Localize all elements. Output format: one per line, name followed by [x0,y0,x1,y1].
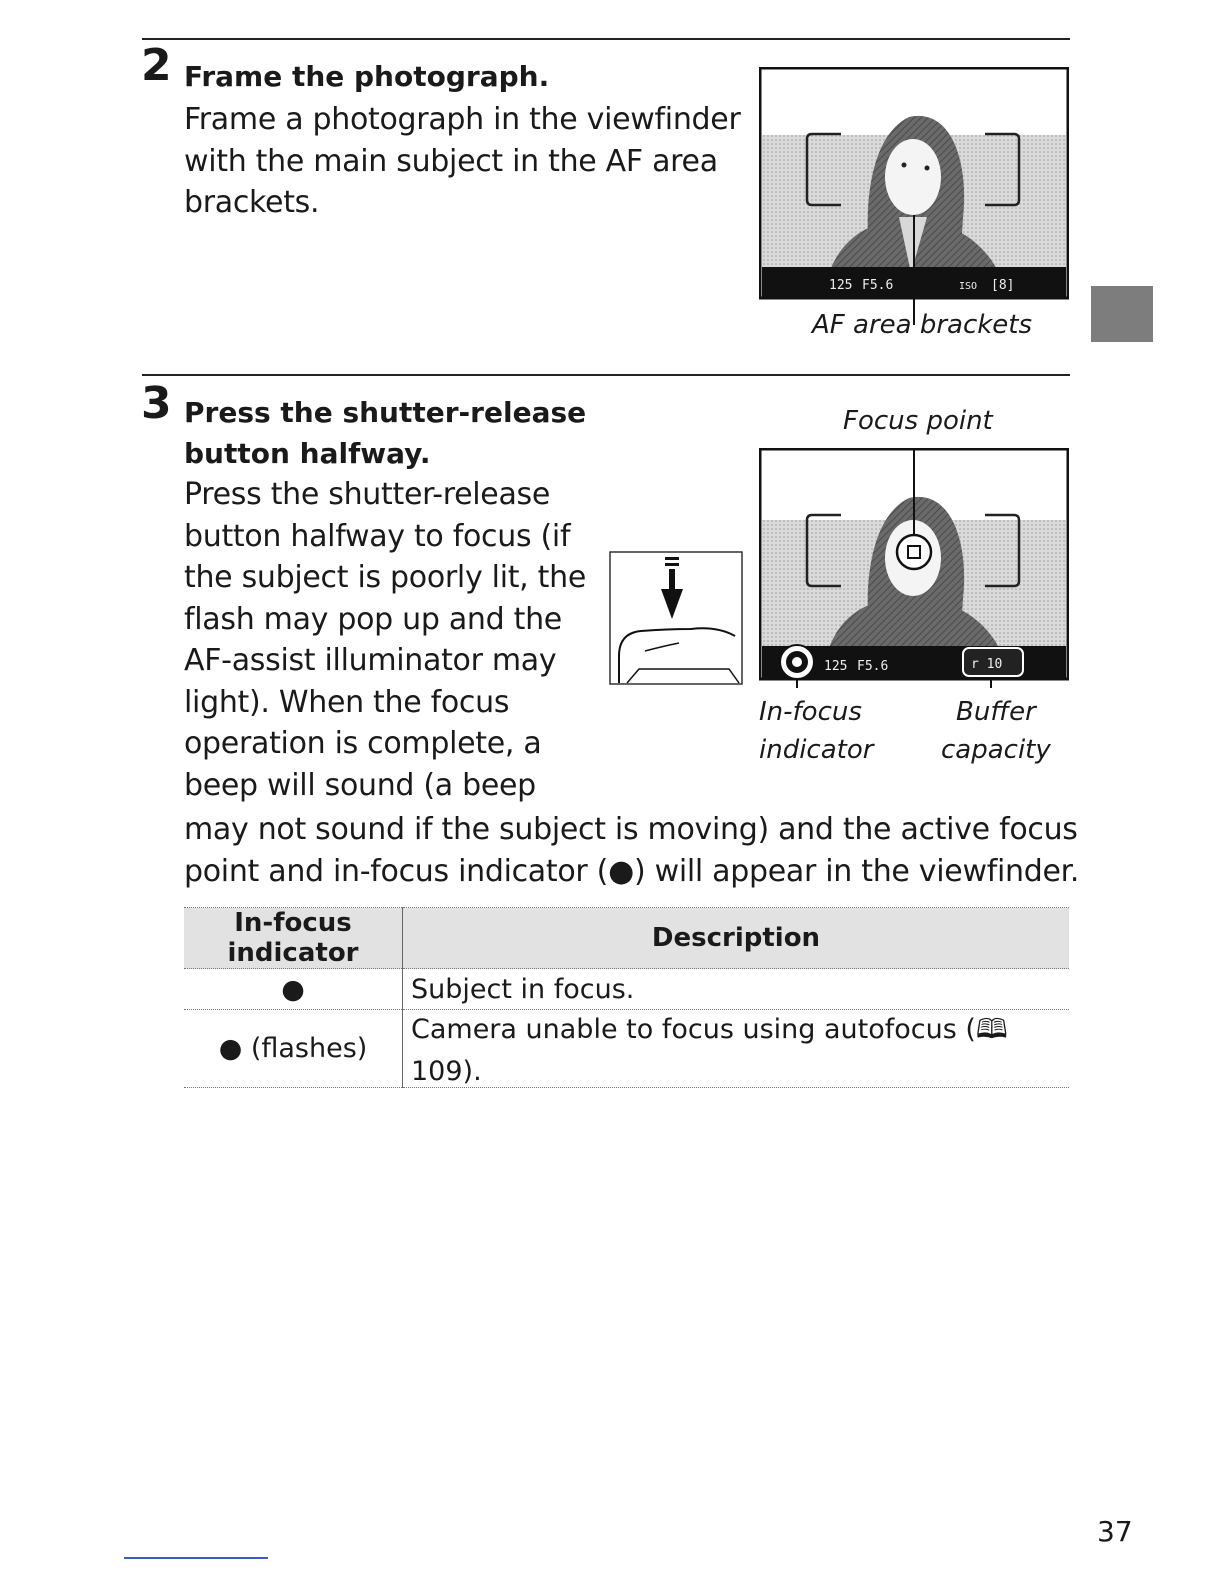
table-row [184,969,1069,1010]
step2-body: Frame a photograph in the viewfinder with the main subject in the AF area brackets. [184,102,741,220]
table-cell-description: Subject in focus. [403,969,1070,1010]
table-row [184,1010,1069,1088]
shutter-half-press-icon [609,551,743,685]
callout-af-area-brackets: AF area brackets [812,310,1033,340]
section-thumb-tab [1091,286,1153,342]
step3-title: Press the shutter-release button halfway. [184,396,587,470]
step3-body-wrapped: Press the shutter-release button halfway to focus (if the subject is poorly lit, the flash may pop up and the AF-assist illuminator may light). When the focus operation is complete, a beep will sound (a beep [184,477,586,803]
table-cell-indicator: ● (flashes) [184,1010,403,1088]
in-focus-indicator-table [184,907,1069,1088]
vf-shutter: 125 [829,278,853,293]
subject-face [885,139,941,215]
vf3-buffer: r 10 [971,657,1003,672]
step-number-3: 3 [141,378,170,429]
viewfinder-image-step3 [759,448,1069,688]
vf-iso: ISO [959,281,978,292]
vf3-shutter: 125 [824,659,848,674]
callout-buffer-capacity: Buffer capacity [941,697,1051,765]
page-number: 37 [1097,1515,1133,1548]
table-cell-description: Camera unable to focus using autofocus (🕮 109). [403,1010,1070,1088]
viewfinder-image-step2 [759,67,1069,327]
callout-in-focus-indicator: In-focus indicator [759,697,874,765]
vf3-aperture: F5.6 [857,659,889,674]
footer-link-line [124,1557,268,1559]
callout-focus-point: Focus point [843,406,993,436]
vf-aperture: F5.6 [862,278,894,293]
section-rule-step2 [142,38,1070,40]
focus-point-ring [897,535,931,569]
step-number-2: 2 [141,40,170,91]
table-header-description: Description [403,908,1070,969]
step3-body-full: may not sound if the subject is moving) and the active focus point and in-focus indicator (●) will appear in the viewfinder. [184,812,1080,889]
step2-title: Frame the photograph. [184,60,550,93]
table-cell-indicator: ● [184,969,403,1010]
table-header-indicator: In-focus indicator [184,908,403,969]
section-rule-step3 [142,374,1070,376]
vf-count: [8] [991,278,1015,293]
